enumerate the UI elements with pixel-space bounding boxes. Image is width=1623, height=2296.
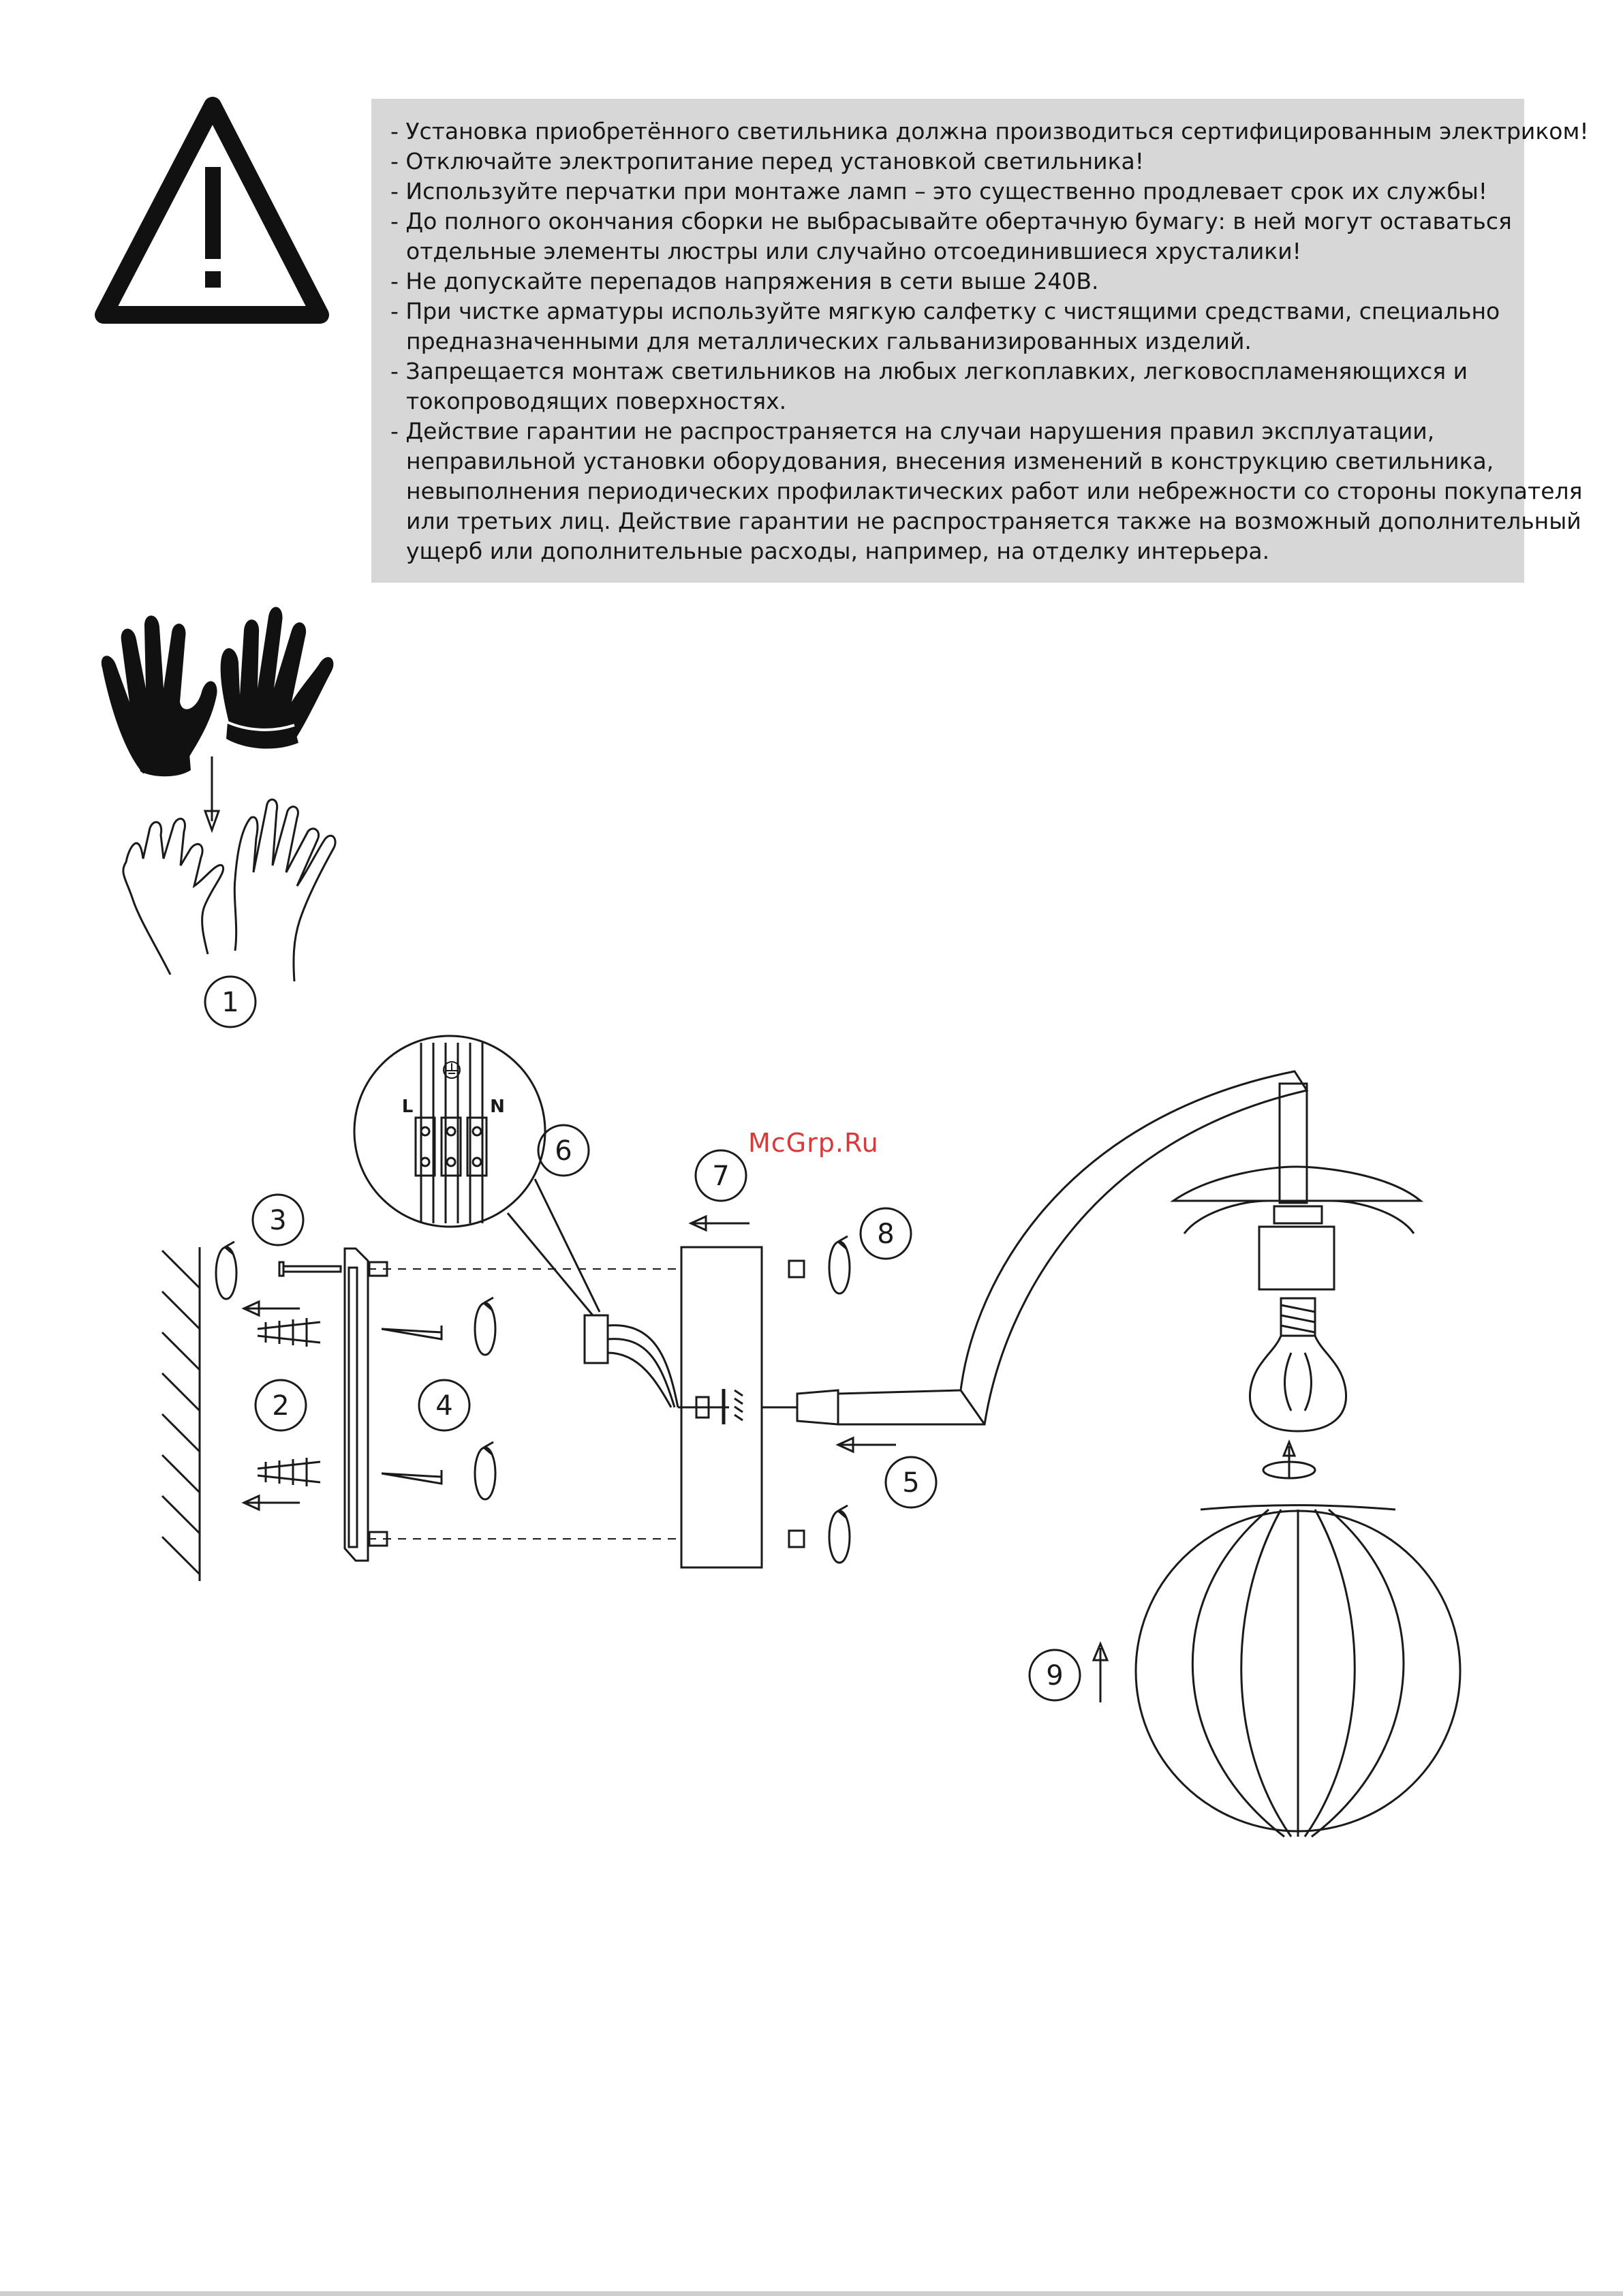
warning-item: - Установка приобретённого светильника должна производиться сертифицированным электриком! — [390, 118, 1589, 144]
warning-item-continuation: отдельные элементы люстры или случайно отсоединившиеся хрусталики! — [406, 238, 1301, 264]
rotate-arrow-icon — [216, 1242, 236, 1299]
svg-text:4: 4 — [435, 1390, 453, 1422]
warning-item-continuation: невыполнения периодических профилактических работ или небрежности со стороны покупателя — [406, 478, 1583, 504]
svg-text:9: 9 — [1046, 1660, 1064, 1692]
rotate-arrow-icon — [829, 1236, 850, 1294]
screw — [279, 1262, 442, 1484]
rotate-arrow-icon — [829, 1505, 850, 1563]
lamp-arm — [762, 1071, 1307, 1424]
warning-item: - Запрещается монтаж светильников на любых легкоплавких, легковоспламеняющихся и — [390, 358, 1468, 384]
terminal-label-live: L — [401, 1097, 414, 1117]
terminal-label-neutral: N — [490, 1097, 505, 1117]
warning-item: - Отключайте электропитание перед установкой светильника! — [390, 148, 1144, 174]
arrow-icon — [205, 756, 219, 830]
step-7-badge — [696, 1150, 746, 1201]
gloves-icon — [102, 607, 334, 777]
svg-text:3: 3 — [269, 1205, 287, 1236]
arrow-icon — [244, 1216, 1295, 1702]
watermark: McGrp.Ru — [748, 1128, 879, 1158]
svg-text:5: 5 — [902, 1467, 920, 1499]
step-2-badge — [256, 1380, 306, 1430]
lamp-shade — [1173, 1167, 1421, 1289]
light-bulb — [1250, 1298, 1346, 1431]
step-9-badge — [1030, 1650, 1080, 1700]
warning-item-continuation: неправильной установки оборудования, внесения изменений в конструкцию светильника, — [406, 448, 1494, 474]
warning-item: - Используйте перчатки при монтаже ламп – это существенно продлевает срок их службы! — [390, 178, 1487, 204]
step-3-badge — [253, 1195, 303, 1245]
warning-item-continuation: ущерб или дополнительные расходы, например, на отделку интерьера. — [406, 538, 1270, 564]
svg-text:7: 7 — [712, 1161, 730, 1192]
step-1-badge — [205, 977, 256, 1027]
warning-item: - Не допускайте перепадов напряжения в сети выше 240В. — [390, 268, 1099, 294]
warning-item: - При чистке арматуры используйте мягкую салфетку с чистящими средствами, специально — [390, 298, 1500, 324]
warning-item: - Действие гарантии не распространяется на случаи нарушения правил эксплуатации, — [390, 418, 1435, 444]
wiring-connector — [585, 1315, 729, 1407]
step-4-badge — [419, 1380, 469, 1430]
step-5-badge — [886, 1457, 936, 1507]
mounting-plate — [345, 1249, 681, 1561]
warning-item-continuation: предназначенными для металлических гальванизированных изделий. — [406, 328, 1252, 354]
warning-triangle-icon — [104, 106, 320, 315]
bare-hands-icon — [123, 799, 335, 981]
warning-item-continuation: токопроводящих поверхностях. — [406, 388, 787, 414]
page-bottom-rule — [0, 2291, 1623, 2296]
svg-text:8: 8 — [877, 1219, 895, 1250]
step-8-badge — [861, 1208, 911, 1259]
svg-text:1: 1 — [221, 987, 239, 1018]
warning-item-continuation: или третьих лиц. Действие гарантии не распространяется также на возможный дополнительный — [406, 508, 1581, 534]
warning-item: - До полного окончания сборки не выбрасывайте обертачную бумагу: в ней могут оставаться — [390, 208, 1512, 234]
rotate-arrow-icon — [475, 1442, 495, 1499]
glass-globe — [1136, 1505, 1460, 1837]
wall — [162, 1247, 200, 1581]
svg-text:6: 6 — [555, 1135, 572, 1167]
svg-text:2: 2 — [272, 1390, 290, 1422]
rotate-arrow-icon — [475, 1298, 495, 1355]
